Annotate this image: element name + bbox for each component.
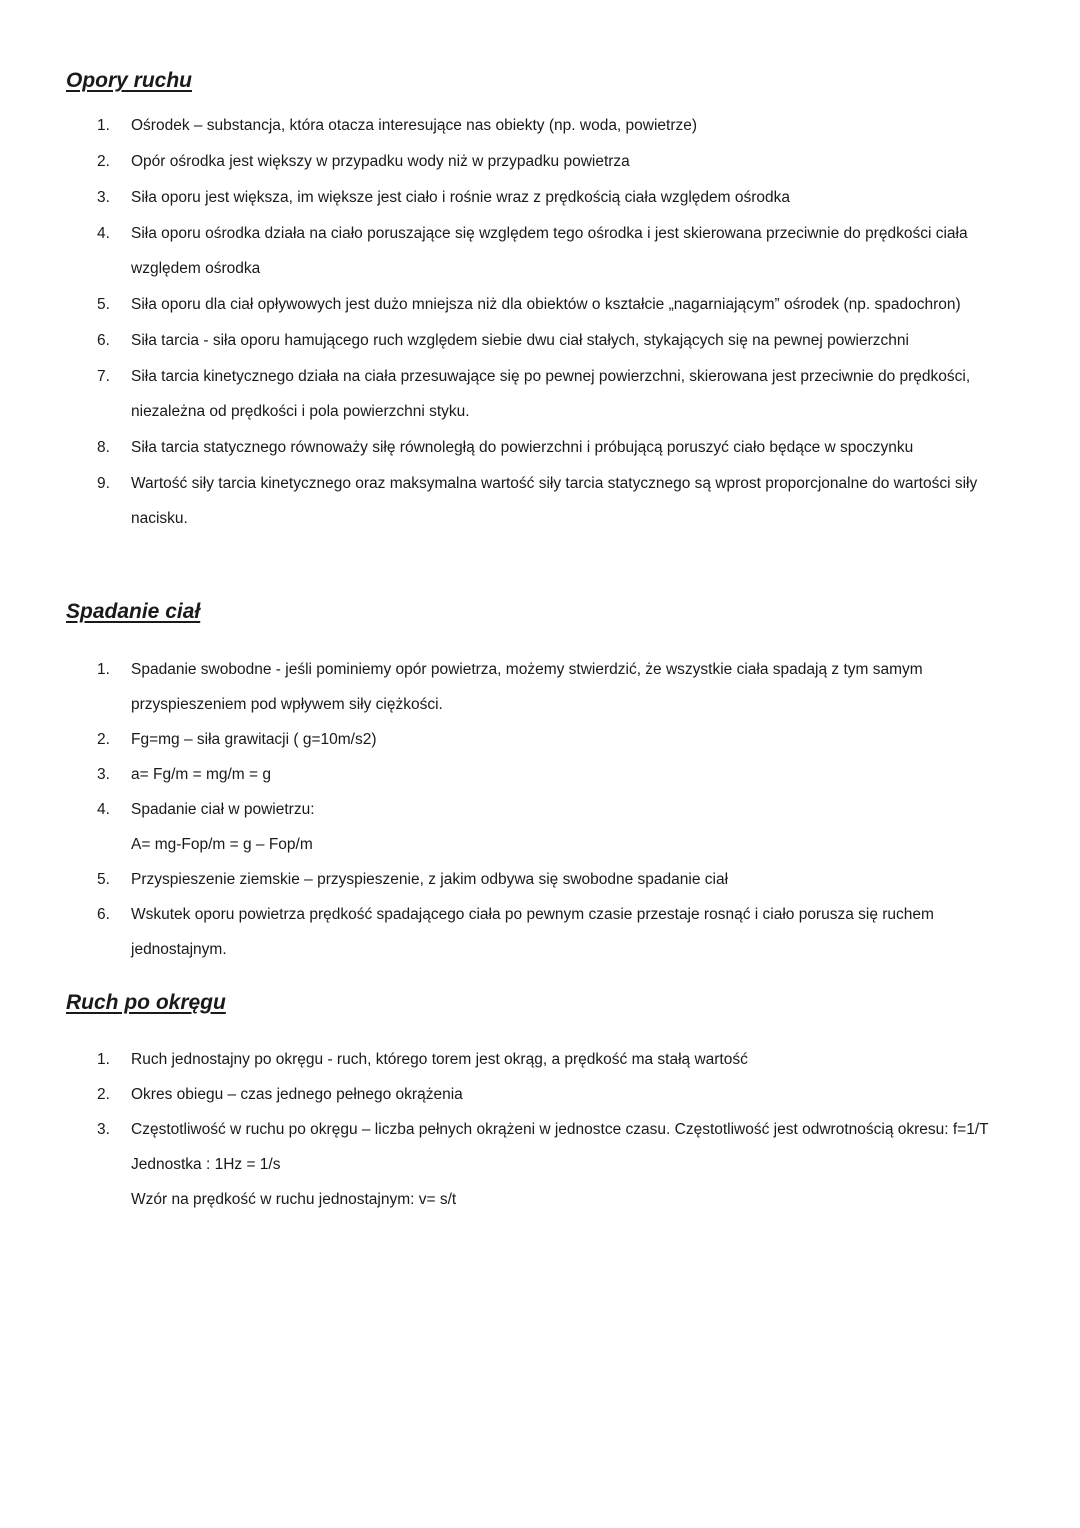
item-text: Opór ośrodka jest większy w przypadku wody niż w przypadku powietrza — [131, 153, 630, 170]
section-heading: Spadanie ciał — [66, 600, 201, 623]
section-heading: Ruch po okręgu — [66, 991, 226, 1014]
list-item — [0, 897, 1080, 967]
list-item — [0, 144, 1080, 179]
list-item — [0, 1112, 1080, 1217]
unit-line: Jednostka : 1Hz = 1/s — [131, 1156, 281, 1173]
item-text: Siła tarcia - siła oporu hamującego ruch względem siebie dwu ciał stałych, stykających się na pewnej powierzchni — [131, 332, 909, 349]
item-number: 2. — [97, 731, 110, 748]
item-number: 5. — [97, 296, 110, 313]
item-number: 6. — [97, 332, 110, 349]
list-item — [0, 652, 1080, 722]
formula-line: A= mg-Fop/m = g – Fop/m — [131, 836, 313, 853]
item-text: Ośrodek – substancja, która otacza interesujące nas obiekty (np. woda, powietrze) — [131, 117, 698, 134]
item-number: 1. — [97, 661, 110, 678]
list-item — [0, 180, 1080, 215]
numbered-list — [0, 652, 1080, 967]
list-item — [0, 216, 1080, 286]
list-item — [0, 1077, 1080, 1112]
item-number: 2. — [97, 153, 110, 170]
list-item — [0, 108, 1080, 143]
section-heading: Opory ruchu — [66, 69, 193, 92]
item-text: a= Fg/m = mg/m = g — [131, 766, 271, 783]
item-number: 8. — [97, 439, 110, 456]
list-item — [0, 287, 1080, 322]
numbered-list — [0, 1042, 1080, 1217]
item-text: Przyspieszenie ziemskie – przyspieszenie, z jakim odbywa się swobodne spadanie ciał — [131, 871, 729, 888]
item-text: Siła tarcia kinetycznego działa na ciała przesuwające się po pewnej powierzchni, skierowana jest przeciwnie do prędkości, niezależna od prędkości i pola powierzchni styku. — [131, 368, 971, 420]
item-text: Siła tarcia statycznego równoważy siłę równoległą do powierzchni i próbującą poruszyć ciało będące w spoczynku — [131, 439, 914, 456]
item-number: 3. — [97, 1121, 110, 1138]
item-number: 2. — [97, 1086, 110, 1103]
list-item — [0, 862, 1080, 897]
item-text: Siła oporu jest większa, im większe jest ciało i rośnie wraz z prędkością ciała względem ośrodka — [131, 189, 791, 206]
item-text: Wskutek oporu powietrza prędkość spadającego ciała po pewnym czasie przestaje rosnąć i ciało porusza się ruchem jednostajnym. — [131, 906, 934, 958]
item-number: 4. — [97, 225, 110, 242]
list-item — [0, 323, 1080, 358]
formula-line: Wzór na prędkość w ruchu jednostajnym: v= s/t — [131, 1191, 457, 1208]
item-text: Siła oporu dla ciał opływowych jest dużo mniejsza niż dla obiektów o kształcie „nagarniającym” ośrodek (np. spadochron) — [131, 296, 961, 313]
item-text: Spadanie swobodne - jeśli pominiemy opór powietrza, możemy stwierdzić, że wszystkie ciała spadają z tym samym przyspieszeniem pod wpływem siły ciężkości. — [131, 661, 923, 713]
item-number: 1. — [97, 117, 110, 134]
item-number: 6. — [97, 906, 110, 923]
list-item — [0, 466, 1080, 536]
list-item — [0, 757, 1080, 792]
item-text: Ruch jednostajny po okręgu - ruch, którego torem jest okrąg, a prędkość ma stałą wartość — [131, 1051, 748, 1068]
list-item — [0, 359, 1080, 429]
item-text: Siła oporu ośrodka działa na ciało poruszające się względem tego ośrodka i jest skierowana przeciwnie do prędkości ciała względem ośrodka — [131, 225, 968, 277]
numbered-list — [0, 108, 1080, 536]
item-text: Okres obiegu – czas jednego pełnego okrążenia — [131, 1086, 463, 1103]
item-number: 3. — [97, 189, 110, 206]
item-text: Częstotliwość w ruchu po okręgu – liczba pełnych okrążeni w jednostce czasu. Częstotliwość jest odwrotnością okresu: f=1/T — [131, 1121, 989, 1138]
item-text: Spadanie ciał w powietrzu: — [131, 801, 315, 818]
item-number: 7. — [97, 368, 110, 385]
item-number: 4. — [97, 801, 110, 818]
list-item — [0, 1042, 1080, 1077]
item-number: 3. — [97, 766, 110, 783]
item-number: 9. — [97, 475, 110, 492]
list-item — [0, 792, 1080, 862]
list-item — [0, 722, 1080, 757]
item-number: 1. — [97, 1051, 110, 1068]
list-item — [0, 430, 1080, 465]
item-text: Fg=mg – siła grawitacji ( g=10m/s2) — [131, 731, 377, 748]
item-text: Wartość siły tarcia kinetycznego oraz maksymalna wartość siły tarcia statycznego są wprost proporcjonalne do wartości siły nacisku. — [131, 475, 978, 527]
item-number: 5. — [97, 871, 110, 888]
